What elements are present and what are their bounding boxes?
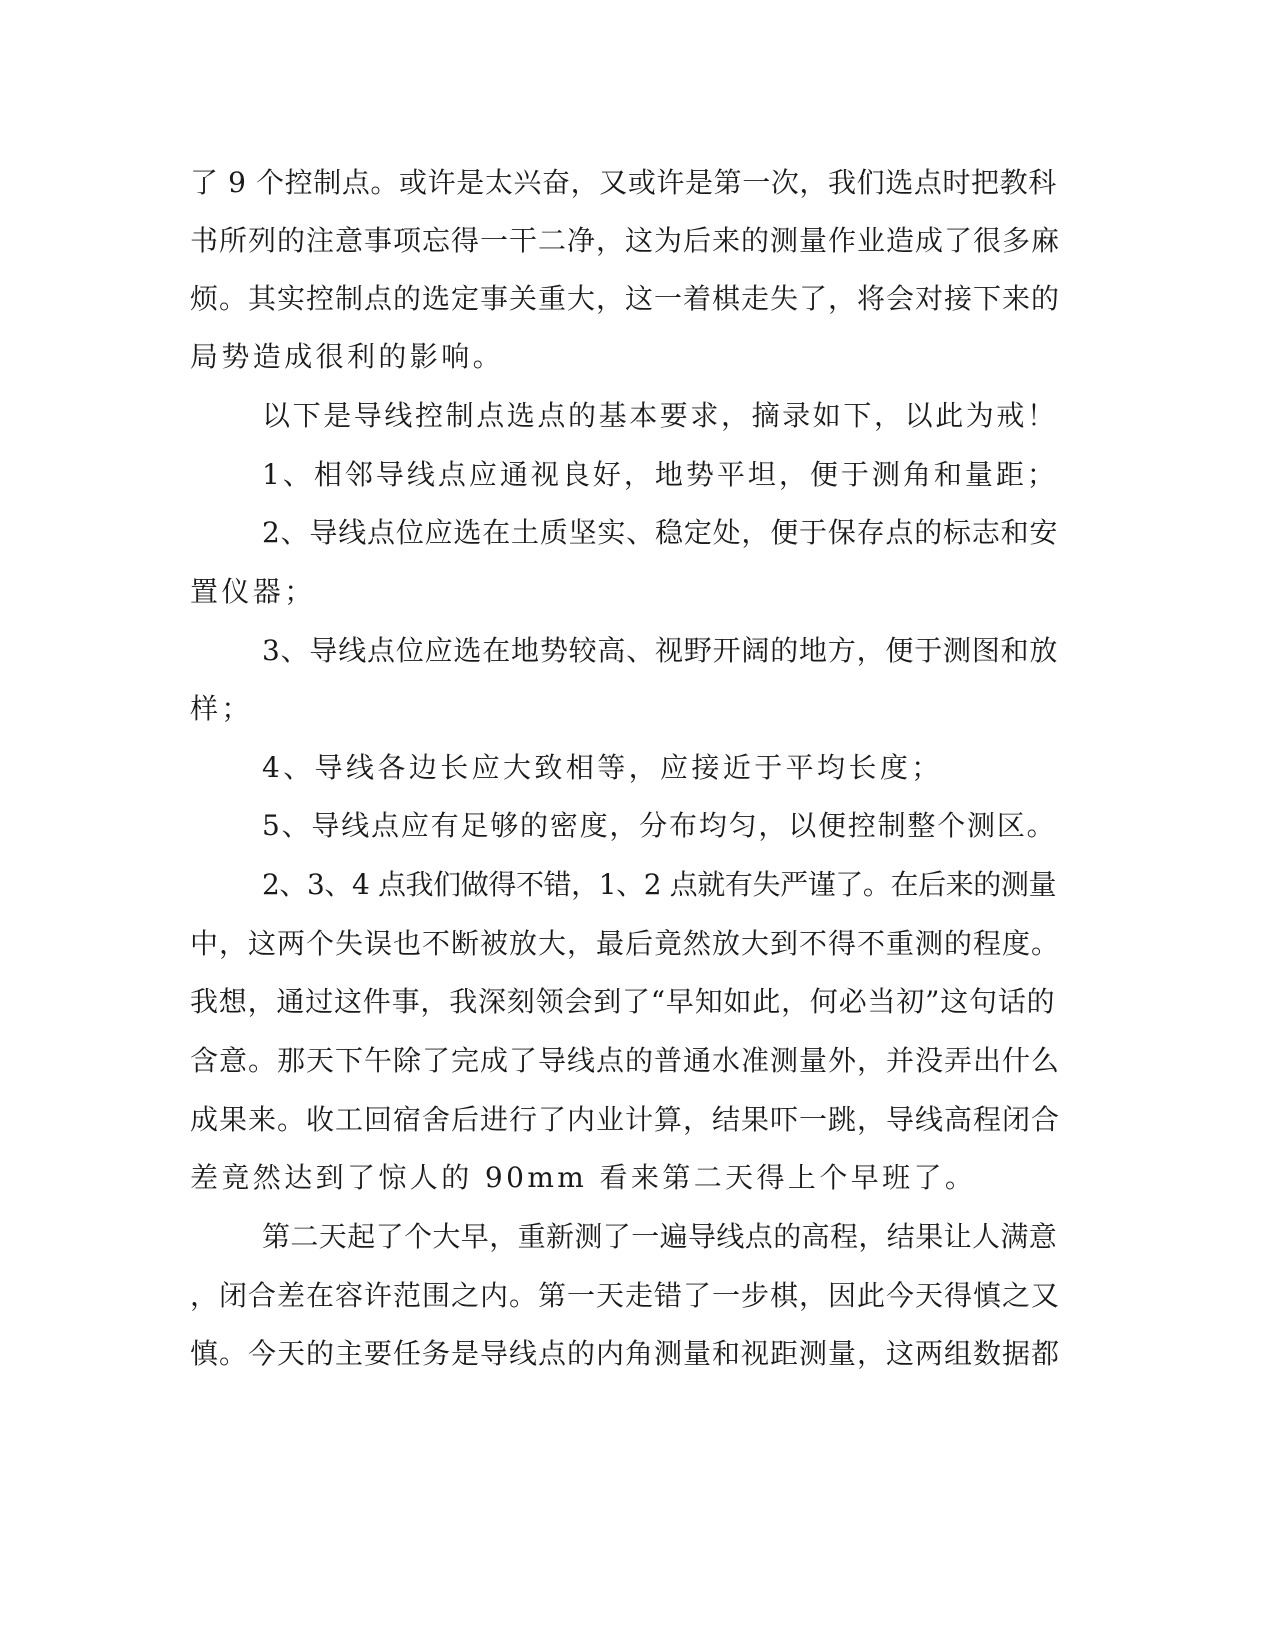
text-line: 4、导线各边长应大致相等，应接近于平均长度； — [262, 751, 943, 784]
text-line: 第二天起了个大早，重新测了一遍导线点的高程，结果让人满意 — [262, 1220, 1058, 1253]
text-line: 样； — [190, 692, 253, 725]
text-line: 烦。其实控制点的选定事关重大，这一着棋走失了，将会对接下来的 — [190, 282, 1061, 315]
text-line: 3、导线点位应选在地势较高、视野开阔的地方，便于测图和放 — [262, 634, 1059, 667]
text-line: 含意。那天下午除了完成了导线点的普通水准测量外，并没弄出什么 — [190, 1044, 1061, 1077]
text-line: 2、3、4 点我们做得不错，1、2 点就有失严谨了。在后来的测量 — [262, 868, 1057, 901]
text-line: 成果来。收工回宿舍后进行了内业计算，结果吓一跳，导线高程闭合 — [190, 1103, 1061, 1136]
text-line: 以下是导线控制点选点的基本要求，摘录如下，以此为戒！ — [262, 399, 1058, 432]
text-line: ，闭合差在容许范围之内。第一天走错了一步棋，因此今天得慎之又 — [190, 1279, 1061, 1312]
text-line: 我想，通过这件事，我深刻领会到了“早知如此，何必当初”这句话的 — [190, 985, 1056, 1018]
text-line: 置仪器； — [190, 575, 316, 608]
text-line: 5、导线点应有足够的密度，分布均匀，以便控制整个测区。 — [262, 809, 1057, 842]
text-line: 2、导线点位应选在土质坚实、稳定处，便于保存点的标志和安 — [262, 516, 1059, 549]
text-line: 慎。今天的主要任务是导线点的内角测量和视距测量，这两组数据都 — [190, 1337, 1061, 1370]
text-line: 书所列的注意事项忘得一干二净，这为后来的测量作业造成了很多麻 — [190, 224, 1061, 257]
text-line: 局势造成很利的影响。 — [190, 340, 505, 373]
text-line: 中，这两个失误也不断被放大，最后竟然放大到不得不重测的程度。 — [190, 927, 1061, 960]
text-line: 1、相邻导线点应通视良好，地势平坦，便于测角和量距； — [262, 458, 1058, 491]
text-line: 差竟然达到了惊人的 90mm 看来第二天得上个早班了。 — [190, 1161, 977, 1194]
text-line: 了 9 个控制点。或许是太兴奋，又或许是第一次，我们选点时把教科 — [190, 166, 1057, 199]
